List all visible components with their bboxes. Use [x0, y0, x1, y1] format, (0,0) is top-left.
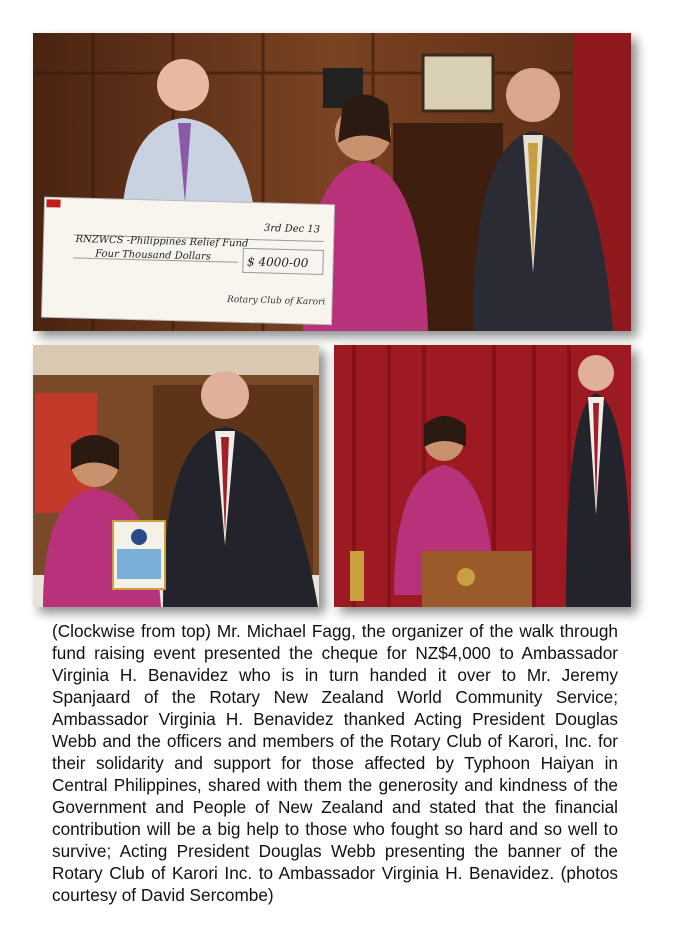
- cheque-payee: RNZWCS -Philippines Relief Fund: [75, 233, 249, 250]
- cheque-signatory: Rotary Club of Karori: [226, 294, 326, 308]
- person-douglas-head: [201, 371, 249, 419]
- cheque-amount-words: Four Thousand Dollars: [95, 248, 212, 263]
- photo-banner-presentation: [33, 345, 319, 607]
- photo-cheque-presentation: [33, 33, 631, 331]
- cheque-date: 3rd Dec 13: [263, 222, 321, 236]
- cheque: [42, 197, 335, 325]
- photo-caption: (Clockwise from top) Mr. Michael Fagg, the organizer of the walk through fund raising event presented the cheque for NZ$4,000 to Ambassador Virginia H. Benavidez who is in turn handed it over to Mr. Jeremy Spanjaard of the Rotary New Zealand World Community Service; Ambassador Virginia H. Benavidez thanked Acting President Douglas Webb and the officers and members of the Rotary Club of Karori, Inc. for their solidarity and support for those affected by Typhoon Haiyan in Central Philippines, shared with them the generosity and kindness of the Government and People of New Zealand and stated that the financial contribution will be a big help to those who fought so hard and so well to survive; Acting President Douglas Webb presenting the banner of the Rotary Club of Karori Inc. to Ambassador Virginia H. Benavidez. (photos courtesy of David Sercombe): [52, 621, 618, 905]
- photo-ambassador-speech: [334, 345, 631, 607]
- cheque-amount: $ 4000-00: [246, 254, 309, 271]
- person-jeremy-head: [506, 68, 560, 122]
- wall-frame: [423, 55, 493, 111]
- person-douglas-head: [578, 355, 614, 391]
- person-michael-head: [157, 59, 209, 111]
- podium: [422, 551, 532, 607]
- rotary-bell-trophy: [350, 551, 364, 601]
